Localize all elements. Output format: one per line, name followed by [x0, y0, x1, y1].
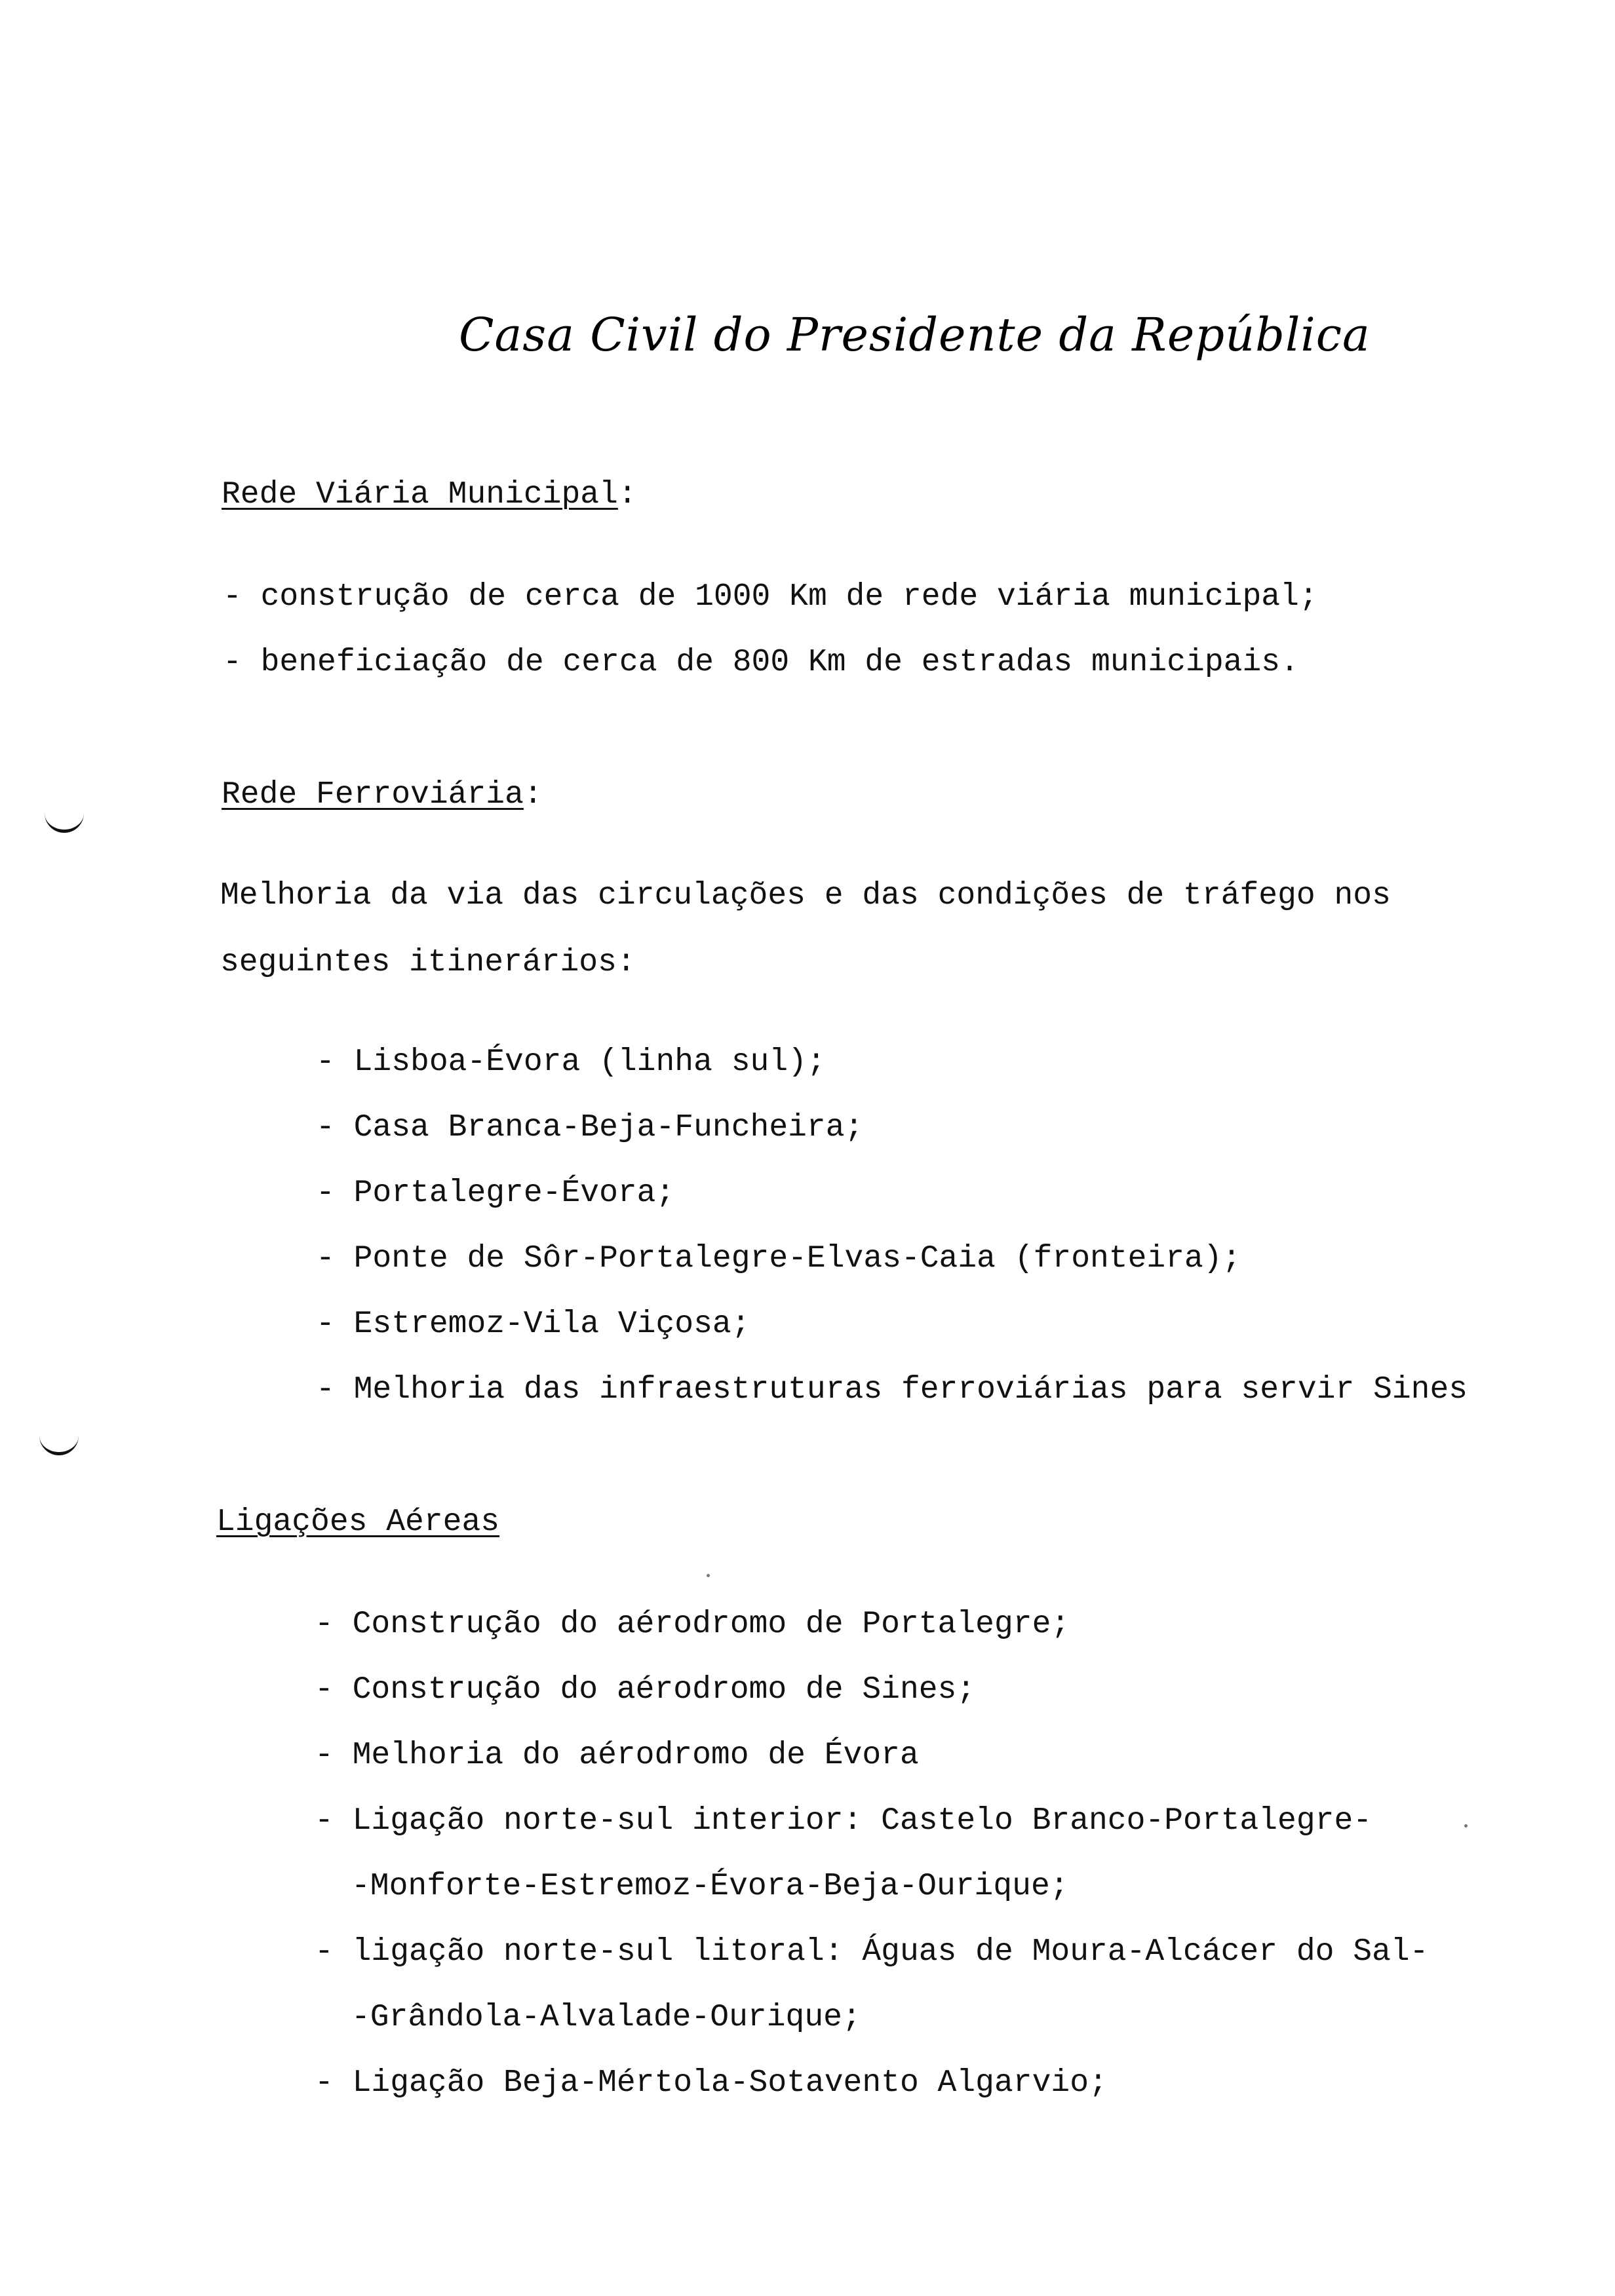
railway-item: - Casa Branca-Beja-Funcheira;	[316, 1110, 864, 1145]
municipal-item: - construção de cerca de 1000 Km de rede viária municipal;	[223, 579, 1318, 615]
railway-intro-line: seguintes itinerários:	[220, 945, 636, 980]
air-item: - ligação norte-sul litoral: Águas de Moura-Alcácer do Sal-	[315, 1934, 1429, 1970]
air-item: - Melhoria do aérodromo de Évora	[315, 1738, 919, 1773]
section-heading-air-links: Ligações Aéreas	[216, 1504, 500, 1540]
railway-item: - Estremoz-Vila Viçosa;	[316, 1307, 750, 1342]
air-item: - Ligação norte-sul interior: Castelo Branco-Portalegre-	[315, 1803, 1372, 1839]
railway-item: - Melhoria das infraestruturas ferroviárias para servir Sines	[316, 1372, 1468, 1407]
railway-item: - Portalegre-Évora;	[316, 1176, 675, 1211]
scan-speck	[1464, 1824, 1468, 1827]
margin-binding-mark	[39, 1432, 79, 1455]
railway-item: - Lisboa-Évora (linha sul);	[316, 1044, 826, 1080]
scan-speck	[707, 1574, 710, 1577]
railway-item: - Ponte de Sôr-Portalegre-Elvas-Caia (fronteira);	[316, 1241, 1241, 1276]
air-item-continuation: -Grândola-Alvalade-Ourique;	[351, 2000, 861, 2035]
letterhead-title: Casa Civil do Presidente da República	[459, 308, 1371, 362]
air-item: - Ligação Beja-Mértola-Sotavento Algarvio;	[315, 2065, 1108, 2101]
air-item-continuation: -Monforte-Estremoz-Évora-Beja-Ourique;	[351, 1869, 1069, 1904]
air-item: - Construção do aérodromo de Portalegre;	[315, 1607, 1070, 1642]
railway-intro-line: Melhoria da via das circulações e das condições de tráfego nos	[220, 878, 1391, 913]
section-heading-railway: Rede Ferroviária:	[222, 777, 543, 813]
municipal-item: - beneficiação de cerca de 800 Km de estradas municipais.	[223, 645, 1299, 680]
air-item: - Construção do aérodromo de Sines;	[315, 1672, 976, 1708]
section-heading-municipal-roads: Rede Viária Municipal:	[222, 477, 637, 512]
margin-binding-mark	[45, 810, 84, 833]
